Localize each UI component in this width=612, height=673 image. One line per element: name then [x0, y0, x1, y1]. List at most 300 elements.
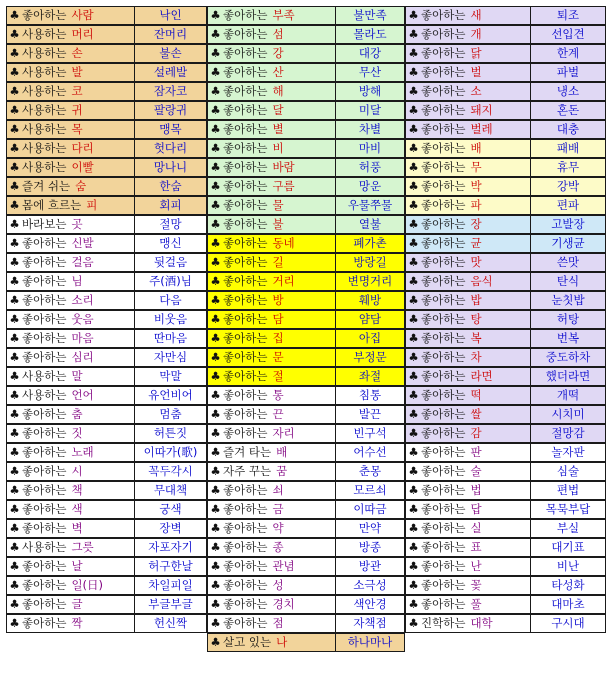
- result-word: 이따가(歌): [143, 445, 198, 459]
- phrase-cell: [406, 539, 531, 556]
- club-icon: ♣: [210, 578, 221, 592]
- phrase-cell: [406, 425, 531, 442]
- table-row: [405, 481, 606, 500]
- noun-text: 거리: [272, 274, 295, 288]
- phrase-cell: [406, 254, 531, 271]
- phrase-cell: [208, 558, 336, 575]
- noun-text: 사람: [71, 8, 94, 22]
- result-word: 편파: [556, 198, 580, 212]
- verb-text: 좋아하는: [223, 141, 268, 155]
- table-row: [207, 500, 405, 519]
- table-row: [207, 348, 405, 367]
- club-icon: ♣: [408, 350, 419, 364]
- table-row: [6, 557, 207, 576]
- club-icon: ♣: [9, 160, 20, 174]
- noun-text: 관념: [272, 559, 295, 573]
- club-icon: ♣: [210, 122, 221, 136]
- verb-text: 좋아하는: [223, 255, 268, 269]
- result-word: 부정문: [353, 350, 387, 364]
- verb-text: 좋아하는: [421, 331, 466, 345]
- noun-text: 쇠: [272, 483, 284, 497]
- verb-text: 좋아하는: [421, 217, 466, 231]
- club-icon: ♣: [210, 483, 221, 497]
- table-row: [6, 120, 207, 139]
- table-row: [207, 329, 405, 348]
- noun-text: 손: [71, 46, 83, 60]
- club-icon: ♣: [210, 616, 221, 630]
- result-word: 막말: [159, 369, 182, 383]
- result-word: 개떡: [556, 388, 580, 402]
- club-icon: ♣: [9, 388, 20, 402]
- phrase-cell: [208, 197, 336, 214]
- verb-text: 좋아하는: [22, 445, 67, 459]
- phrase-cell: [406, 615, 531, 632]
- phrase-cell: [208, 520, 336, 537]
- noun-text: 웃음: [71, 312, 94, 326]
- table-row: [6, 139, 207, 158]
- result-word: 방종: [358, 540, 382, 554]
- result-word: 편법: [556, 483, 580, 497]
- table-row: [405, 63, 606, 82]
- result-word: 얌담: [358, 312, 382, 326]
- club-icon: ♣: [9, 274, 20, 288]
- result-word: 멈춤: [159, 407, 182, 421]
- result-word: 대기표: [551, 540, 585, 554]
- club-icon: ♣: [210, 559, 221, 573]
- table-row: [405, 557, 606, 576]
- noun-text: 표: [470, 540, 482, 554]
- phrase-cell: [406, 387, 531, 404]
- phrase-cell: [7, 577, 135, 594]
- club-icon: ♣: [408, 8, 419, 22]
- noun-text: 실: [470, 521, 482, 535]
- verb-text: 좋아하는: [223, 236, 268, 250]
- result-word: 발끈: [358, 407, 382, 421]
- table-row: [405, 386, 606, 405]
- table-row: [405, 120, 606, 139]
- noun-text: 장: [470, 217, 482, 231]
- club-icon: ♣: [408, 369, 419, 383]
- result-word: 춘몽: [358, 464, 382, 478]
- club-icon: ♣: [408, 559, 419, 573]
- verb-text: 사용하는: [22, 369, 67, 383]
- table-row: [405, 272, 606, 291]
- club-icon: ♣: [210, 236, 221, 250]
- verb-text: 사용하는: [22, 65, 67, 79]
- club-icon: ♣: [210, 426, 221, 440]
- phrase-cell: [208, 425, 336, 442]
- result-word: 잠자코: [153, 84, 188, 98]
- verb-text: 좋아하는: [421, 312, 466, 326]
- table-row: [207, 215, 405, 234]
- verb-text: 좋아하는: [223, 597, 268, 611]
- noun-text: 절: [272, 369, 284, 383]
- verb-text: 좋아하는: [223, 407, 268, 421]
- verb-text: 사용하는: [22, 84, 67, 98]
- noun-text: 비: [272, 141, 284, 155]
- verb-text: 진학하는: [421, 616, 466, 630]
- noun-text: 종: [272, 540, 284, 554]
- verb-text: 즐겨 쉬는: [22, 179, 71, 193]
- phrase-cell: [406, 368, 531, 385]
- verb-text: 좋아하는: [223, 521, 268, 535]
- result-word: 꼭두각시: [148, 464, 193, 478]
- verb-text: 좋아하는: [22, 274, 67, 288]
- result-word: 우물쭈물: [347, 198, 393, 212]
- phrase-cell: [208, 596, 336, 613]
- verb-text: 몸에 흐르는: [22, 198, 82, 212]
- verb-text: 좋아하는: [421, 27, 466, 41]
- phrase-cell: [406, 235, 531, 252]
- club-icon: ♣: [408, 179, 419, 193]
- club-icon: ♣: [210, 255, 221, 269]
- club-icon: ♣: [408, 464, 419, 478]
- noun-text: 끈: [272, 407, 284, 421]
- noun-text: 담: [272, 312, 284, 326]
- club-icon: ♣: [9, 559, 20, 573]
- club-icon: ♣: [210, 274, 221, 288]
- table-row: [405, 253, 606, 272]
- verb-text: 좋아하는: [421, 369, 466, 383]
- result-word: 설레발: [153, 65, 188, 79]
- club-icon: ♣: [9, 103, 20, 117]
- table-row: [6, 253, 207, 272]
- verb-text: 사용하는: [22, 540, 67, 554]
- club-icon: ♣: [9, 502, 20, 516]
- verb-text: 좋아하는: [223, 217, 268, 231]
- result-word: 혼돈: [556, 103, 580, 117]
- table-row: [405, 405, 606, 424]
- verb-text: 살고 있는: [223, 635, 272, 649]
- result-word: 부글부글: [148, 597, 193, 611]
- result-word: 한계: [556, 46, 580, 60]
- result-word: 유언비어: [148, 388, 193, 402]
- noun-text: 법: [470, 483, 482, 497]
- result-word: 허탕: [556, 312, 580, 326]
- phrase-cell: [7, 64, 135, 81]
- table-row: [207, 481, 405, 500]
- noun-text: 님: [71, 274, 83, 288]
- result-word: 헌신짝: [153, 616, 188, 630]
- result-word: 좌절: [358, 369, 382, 383]
- noun-text: 신발: [71, 236, 94, 250]
- noun-text: 소: [470, 84, 482, 98]
- club-icon: ♣: [408, 407, 419, 421]
- table-row: [405, 367, 606, 386]
- verb-text: 좋아하는: [22, 8, 67, 22]
- club-icon: ♣: [9, 293, 20, 307]
- table-row: [6, 82, 207, 101]
- club-icon: ♣: [408, 65, 419, 79]
- table-row: [405, 215, 606, 234]
- noun-text: 머리: [71, 27, 94, 41]
- verb-text: 좋아하는: [22, 293, 67, 307]
- club-icon: ♣: [408, 103, 419, 117]
- verb-text: 좋아하는: [223, 616, 268, 630]
- phrase-cell: [406, 121, 531, 138]
- noun-text: 섬: [272, 27, 284, 41]
- table-row: [6, 500, 207, 519]
- club-icon: ♣: [408, 312, 419, 326]
- verb-text: 좋아하는: [22, 578, 67, 592]
- club-icon: ♣: [210, 103, 221, 117]
- noun-text: 방: [272, 293, 284, 307]
- verb-text: 좋아하는: [223, 559, 268, 573]
- result-word: 미달: [358, 103, 382, 117]
- table-row: [207, 139, 405, 158]
- table-row: [207, 63, 405, 82]
- noun-text: 나: [276, 635, 288, 649]
- verb-text: 자주 꾸는: [223, 464, 272, 478]
- verb-text: 좋아하는: [22, 331, 67, 345]
- verb-text: 좋아하는: [223, 483, 268, 497]
- club-icon: ♣: [210, 141, 221, 155]
- verb-text: 좋아하는: [421, 559, 466, 573]
- noun-text: 곳: [71, 217, 83, 231]
- noun-text: 부족: [272, 8, 295, 22]
- phrase-cell: [208, 292, 336, 309]
- phrase-cell: [208, 140, 336, 157]
- table-row: [6, 63, 207, 82]
- result-word: 열불: [358, 217, 382, 231]
- phrase-cell: [208, 64, 336, 81]
- verb-text: 좋아하는: [223, 350, 268, 364]
- noun-text: 꽃: [470, 578, 482, 592]
- phrase-cell: [7, 482, 135, 499]
- phrase-cell: [7, 121, 135, 138]
- result-word: 차별: [358, 122, 382, 136]
- table-row: [207, 272, 405, 291]
- phrase-cell: [7, 444, 135, 461]
- verb-text: 좋아하는: [223, 103, 268, 117]
- noun-text: 집: [272, 331, 284, 345]
- table-row: [405, 462, 606, 481]
- table-row: [207, 405, 405, 424]
- noun-text: 목: [71, 122, 83, 136]
- result-word: 주(酒)님: [149, 274, 192, 288]
- noun-text: 별: [272, 122, 284, 136]
- result-word: 폐가촌: [353, 236, 387, 250]
- phrase-cell: [208, 406, 336, 423]
- verb-text: 좋아하는: [22, 236, 67, 250]
- table-row: [405, 595, 606, 614]
- verb-text: 좋아하는: [421, 122, 466, 136]
- verb-text: 좋아하는: [223, 426, 268, 440]
- table-row: [405, 139, 606, 158]
- table-row: [207, 44, 405, 63]
- verb-text: 좋아하는: [421, 578, 466, 592]
- result-word: 부실: [556, 521, 580, 535]
- verb-text: 좋아하는: [421, 483, 466, 497]
- result-word: 망운: [358, 179, 382, 193]
- noun-text: 벌레: [470, 122, 493, 136]
- result-word: 한숨: [159, 179, 182, 193]
- result-word: 허풍: [358, 160, 382, 174]
- table-row: [207, 595, 405, 614]
- club-icon: ♣: [210, 293, 221, 307]
- club-icon: ♣: [408, 84, 419, 98]
- phrase-cell: [7, 520, 135, 537]
- phrase-cell: [406, 140, 531, 157]
- noun-text: 동네: [272, 236, 295, 250]
- result-word: 허구한날: [148, 559, 193, 573]
- table-row: [6, 44, 207, 63]
- table-row: [405, 196, 606, 215]
- result-word: 파벌: [556, 65, 580, 79]
- noun-text: 마음: [71, 331, 94, 345]
- club-icon: ♣: [9, 407, 20, 421]
- table-row: [207, 177, 405, 196]
- result-word: 비웃음: [153, 312, 188, 326]
- phrase-cell: [406, 273, 531, 290]
- club-icon: ♣: [9, 217, 20, 231]
- noun-text: 새: [470, 8, 482, 22]
- club-icon: ♣: [9, 312, 20, 326]
- phrase-cell: [7, 539, 135, 556]
- result-word: 심술: [556, 464, 580, 478]
- club-icon: ♣: [408, 274, 419, 288]
- result-word: 목묵부답: [545, 502, 591, 516]
- result-word: 방랑길: [353, 255, 387, 269]
- phrase-cell: [406, 26, 531, 43]
- result-word: 빈구석: [353, 426, 387, 440]
- result-word: 헛다리: [153, 141, 188, 155]
- result-word: 잔머리: [153, 27, 188, 41]
- verb-text: 좋아하는: [22, 559, 67, 573]
- table-row: [207, 158, 405, 177]
- noun-text: 금: [272, 502, 284, 516]
- result-word: 시치미: [551, 407, 585, 421]
- verb-text: 좋아하는: [223, 388, 268, 402]
- table-row: [207, 234, 405, 253]
- table-row: [207, 253, 405, 272]
- verb-text: 좋아하는: [421, 597, 466, 611]
- club-icon: ♣: [408, 578, 419, 592]
- noun-text: 다리: [71, 141, 94, 155]
- phrase-cell: [208, 311, 336, 328]
- noun-text: 글: [71, 597, 83, 611]
- club-icon: ♣: [9, 350, 20, 364]
- table-row: [207, 6, 405, 25]
- result-word: 훼방: [358, 293, 382, 307]
- table-row: [207, 25, 405, 44]
- verb-text: 좋아하는: [223, 8, 268, 22]
- table-row: [207, 120, 405, 139]
- table-row: [405, 519, 606, 538]
- club-icon: ♣: [210, 369, 221, 383]
- club-icon: ♣: [210, 65, 221, 79]
- phrase-cell: [7, 7, 135, 24]
- noun-text: 귀: [71, 103, 83, 117]
- phrase-cell: [208, 216, 336, 233]
- club-icon: ♣: [9, 84, 20, 98]
- table-row: [405, 177, 606, 196]
- verb-text: 좋아하는: [421, 388, 466, 402]
- table-row: [207, 310, 405, 329]
- phrase-cell: [7, 406, 135, 423]
- noun-text: 닭: [470, 46, 482, 60]
- club-icon: ♣: [408, 445, 419, 459]
- club-icon: ♣: [210, 502, 221, 516]
- noun-text: 통: [272, 388, 284, 402]
- result-word: 다음: [159, 293, 182, 307]
- verb-text: 좋아하는: [22, 350, 67, 364]
- result-word: 선입견: [551, 27, 585, 41]
- club-icon: ♣: [210, 160, 221, 174]
- verb-text: 좋아하는: [223, 331, 268, 345]
- noun-text: 쌀: [470, 407, 482, 421]
- noun-text: 춤: [71, 407, 83, 421]
- result-word: 대강: [358, 46, 382, 60]
- phrase-cell: [7, 178, 135, 195]
- verb-text: 좋아하는: [223, 293, 268, 307]
- table-row: [6, 576, 207, 595]
- result-word: 중도하차: [545, 350, 591, 364]
- verb-text: 좋아하는: [22, 483, 67, 497]
- noun-text: 코: [71, 84, 83, 98]
- club-icon: ♣: [9, 141, 20, 155]
- noun-text: 답: [470, 502, 482, 516]
- verb-text: 사용하는: [22, 160, 67, 174]
- verb-text: 좋아하는: [421, 540, 466, 554]
- noun-text: 심리: [71, 350, 94, 364]
- table-row: [207, 101, 405, 120]
- noun-text: 말: [71, 369, 83, 383]
- table-row: [6, 481, 207, 500]
- verb-text: 좋아하는: [223, 179, 268, 193]
- noun-text: 달: [272, 103, 284, 117]
- phrase-cell: [406, 463, 531, 480]
- table-row: [207, 424, 405, 443]
- club-icon: ♣: [408, 616, 419, 630]
- noun-text: 소리: [71, 293, 94, 307]
- result-word: 장벽: [159, 521, 182, 535]
- result-word: 뒷걸음: [153, 255, 188, 269]
- noun-text: 개: [470, 27, 482, 41]
- noun-text: 배: [470, 141, 482, 155]
- result-word: 차일피일: [148, 578, 193, 592]
- club-icon: ♣: [408, 27, 419, 41]
- phrase-cell: [406, 83, 531, 100]
- phrase-cell: [7, 254, 135, 271]
- table-row: [405, 538, 606, 557]
- verb-text: 좋아하는: [223, 540, 268, 554]
- verb-text: 좋아하는: [421, 198, 466, 212]
- verb-text: 사용하는: [22, 103, 67, 117]
- club-icon: ♣: [210, 8, 221, 22]
- result-word: 맹목: [159, 122, 182, 136]
- noun-text: 숨: [75, 179, 87, 193]
- table-row: [207, 519, 405, 538]
- phrase-cell: [7, 235, 135, 252]
- verb-text: 좋아하는: [421, 255, 466, 269]
- table-row: [6, 215, 207, 234]
- phrase-cell: [7, 311, 135, 328]
- noun-text: 짓: [71, 426, 83, 440]
- verb-text: 사용하는: [22, 122, 67, 136]
- noun-text: 자리: [272, 426, 295, 440]
- table-row: [6, 101, 207, 120]
- club-icon: ♣: [9, 483, 20, 497]
- verb-text: 좋아하는: [421, 274, 466, 288]
- phrase-cell: [7, 501, 135, 518]
- table-row: [405, 234, 606, 253]
- result-word: 궁색: [159, 502, 182, 516]
- club-icon: ♣: [210, 350, 221, 364]
- result-word: 무대책: [153, 483, 188, 497]
- result-word: 방관: [358, 559, 382, 573]
- noun-text: 걸음: [71, 255, 94, 269]
